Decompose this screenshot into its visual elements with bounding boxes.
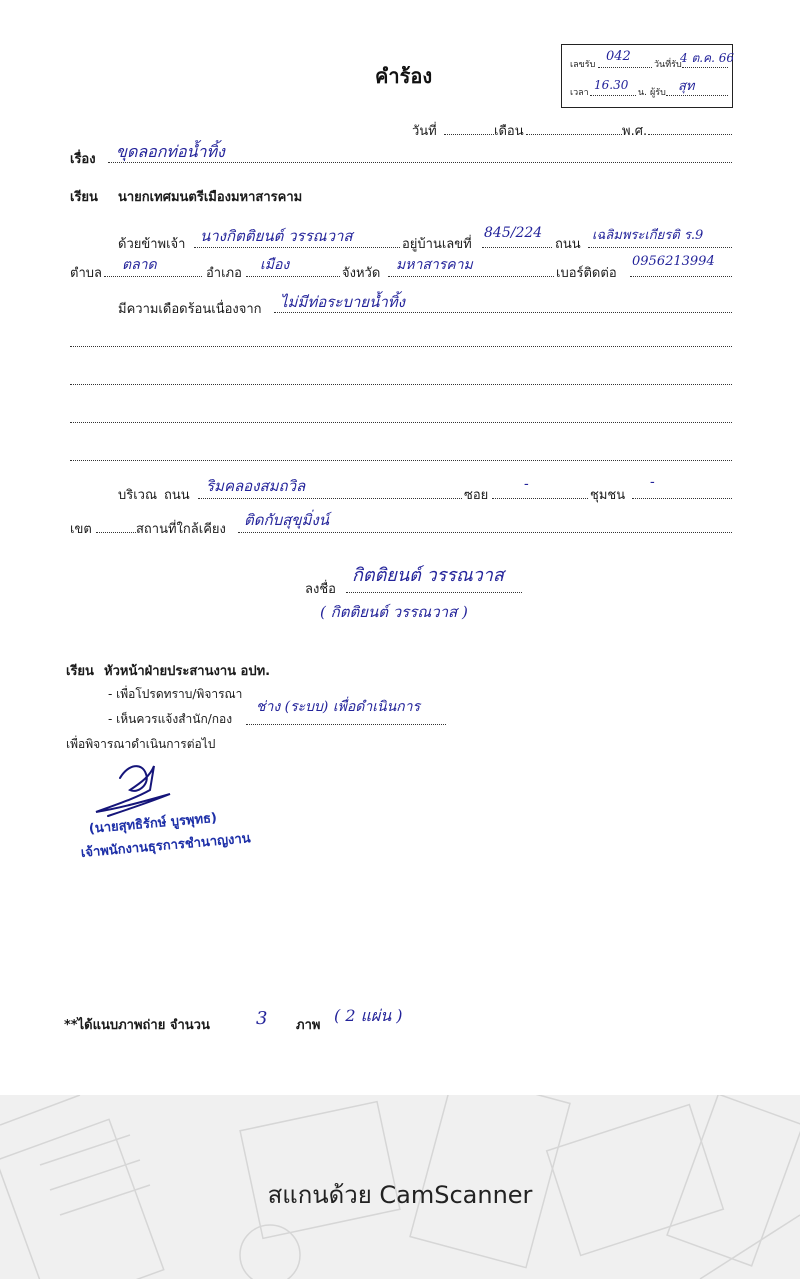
scanner-footer: [0, 1095, 800, 1279]
routing-to: หัวหน้าฝ่ายประสานงาน อปท.: [104, 664, 271, 679]
receipt-no-label: เลขรับ: [570, 60, 596, 70]
routing-item-2-value: ช่าง (ระบบ) เพื่อดำเนินการ: [256, 699, 420, 715]
district-label: อำเภอ: [206, 266, 242, 281]
receipt-time-value: 16.30: [594, 78, 629, 92]
district-value: เมือง: [260, 257, 290, 273]
complaint-label: มีความเดือดร้อนเนื่องจาก: [118, 302, 262, 317]
signature-label: ลงชื่อ: [305, 582, 336, 597]
community-value: -: [650, 474, 655, 490]
routing-item-1: - เพื่อโปรดทราบ/พิจารณา: [108, 687, 243, 701]
document-title: คำร้อง: [375, 64, 433, 88]
nearby-value: ติดกับสุขุมิ่งน์: [244, 511, 329, 529]
scanner-watermark-text: สแกนด้วย CamScanner: [267, 1181, 533, 1209]
signature-signed: กิตติยนต์ วรรณวาส: [352, 565, 504, 586]
applicant-name-label: ด้วยข้าพเจ้า: [118, 237, 186, 252]
date-month-label: เดือน: [494, 124, 524, 139]
receipt-receiver-label: ผู้รับ: [650, 88, 666, 98]
zone-label: เขต: [70, 522, 92, 537]
attachment-note: ( 2 แผ่น ): [334, 1006, 403, 1025]
officer-name-stamp: (นายสุทธิรักษ์ บูรพุทธ): [88, 810, 218, 837]
receipt-time-label: เวลา: [570, 88, 589, 98]
community-label: ชุมชน: [590, 488, 626, 503]
location-road-value: ริมคลองสมถวิล: [206, 477, 306, 495]
subject-value: ขุดลอกท่อน้ำทิ้ง: [116, 142, 225, 161]
soi-label: ซอย: [464, 488, 489, 503]
attachment-label: **ได้แนบภาพถ่าย จำนวน: [64, 1018, 210, 1033]
receipt-date-label: วันที่รับ: [654, 60, 682, 70]
location-road-label: ถนน: [164, 488, 190, 503]
receipt-receiver-value: สุท: [678, 79, 695, 94]
addressee-label: เรียน: [70, 190, 98, 205]
complaint-value: ไม่มีท่อระบายน้ำทิ้ง: [280, 293, 405, 311]
phone-value: 0956213994: [632, 254, 715, 269]
receipt-date-value: 4 ต.ค. 66: [680, 51, 734, 65]
addressee-value: นายกเทศมนตรีเมืองมหาสารคาม: [118, 190, 303, 205]
applicant-road-label: ถนน: [555, 237, 581, 252]
soi-value: -: [524, 476, 529, 492]
province-label: จังหวัด: [342, 266, 381, 281]
nearby-label: สถานที่ใกล้เคียง: [136, 522, 226, 537]
receipt-box: [561, 44, 733, 108]
routing-closing: เพื่อพิจารณาดำเนินการต่อไป: [66, 737, 216, 751]
applicant-road-value: เฉลิมพระเกียรติ ร.9: [592, 228, 704, 243]
applicant-name-value: นางกิตติยนต์ วรรณวาส: [200, 227, 353, 245]
routing-item-2: - เห็นควรแจ้งสำนัก/กอง: [108, 712, 233, 726]
date-day-label: วันที่: [412, 124, 437, 139]
attachment-count: 3: [256, 1008, 268, 1029]
date-year-label: พ.ศ.: [622, 124, 648, 139]
subdistrict-label: ตำบล: [70, 266, 102, 281]
province-value: มหาสารคาม: [396, 257, 473, 273]
routing-label: เรียน: [66, 664, 94, 679]
subdistrict-value: ตลาด: [122, 257, 157, 273]
subject-label: เรื่อง: [70, 152, 96, 167]
applicant-house-value: 845/224: [484, 225, 543, 241]
area-label: บริเวณ: [118, 488, 158, 503]
signature-printed: ( กิตติยนต์ วรรณวาส ): [320, 603, 468, 621]
applicant-house-label: อยู่บ้านเลขที่: [402, 237, 472, 252]
phone-label: เบอร์ติดต่อ: [556, 266, 617, 281]
attachment-unit: ภาพ: [296, 1018, 321, 1033]
receipt-time-unit: น.: [638, 88, 648, 98]
receipt-no-value: 042: [606, 49, 631, 64]
officer-position-stamp: เจ้าพนักงานธุรการชำนาญงาน: [80, 831, 252, 861]
